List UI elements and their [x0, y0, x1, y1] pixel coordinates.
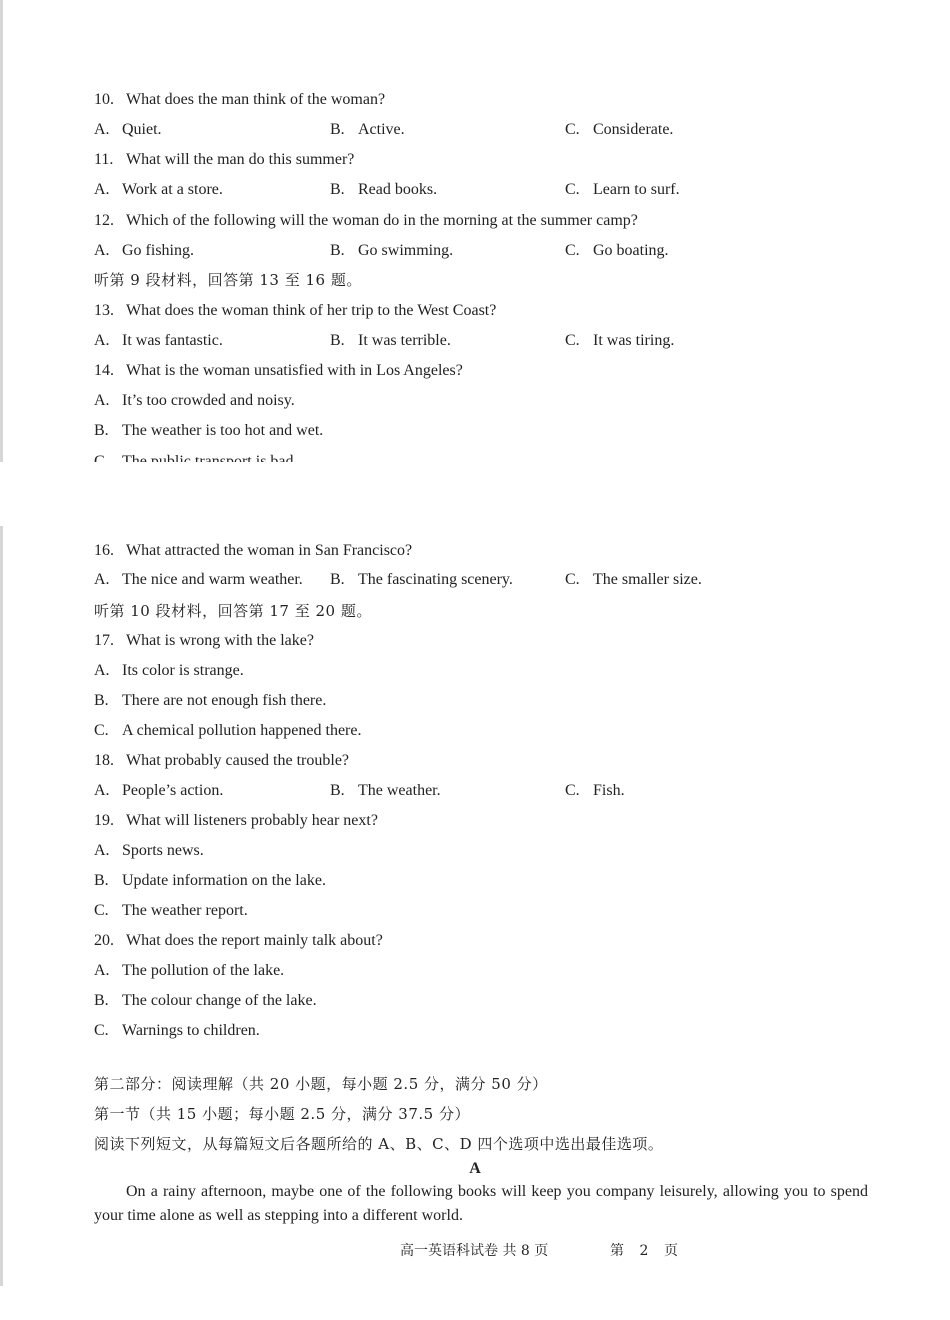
q14-option-a: A. It’s too crowded and noisy.	[94, 392, 295, 409]
q12-option-a: A. Go fishing.	[94, 242, 194, 259]
question-19: 19. What will listeners probably hear next?	[94, 812, 378, 829]
q19-option-a: A. Sports news.	[94, 842, 204, 859]
page-edge-top	[0, 0, 3, 462]
question-13: 13. What does the woman think of her trip to the West Coast?	[94, 302, 497, 319]
q19-option-b: B. Update information on the lake.	[94, 872, 326, 889]
q11-option-b: B. Read books.	[330, 181, 438, 198]
question-20: 20. What does the report mainly talk about?	[94, 932, 383, 949]
q12-option-c: C. Go boating.	[565, 242, 669, 259]
section-1-heading: 第一节（共 15 小题；每小题 2.5 分，满分 37.5 分）	[94, 1105, 470, 1123]
question-18: 18. What probably caused the trouble?	[94, 752, 350, 769]
passage-label: A	[469, 1160, 481, 1177]
page-gap	[0, 462, 950, 526]
q17-option-a: A. Its color is strange.	[94, 662, 244, 679]
section-9-instruction: 听第 9 段材料，回答第 13 至 16 题。	[94, 271, 362, 289]
part-2-heading: 第二部分：阅读理解（共 20 小题，每小题 2.5 分，满分 50 分）	[94, 1075, 548, 1093]
q11-option-c: C. Learn to surf.	[565, 181, 680, 198]
q20-option-b: B. The colour change of the lake.	[94, 992, 317, 1009]
q20-option-a: A. The pollution of the lake.	[94, 962, 285, 979]
q16-option-c: C. The smaller size.	[565, 571, 702, 588]
question-10: 10. What does the man think of the woman?	[94, 91, 386, 108]
passage-paragraph: On a rainy afternoon, maybe one of the following books will keep you company leisurely, allowing you to spend your time alone as well as stepping into a different world.	[94, 1183, 868, 1224]
section-10-instruction: 听第 10 段材料，回答第 17 至 20 题。	[94, 602, 372, 620]
q13-option-b: B. It was terrible.	[330, 332, 451, 349]
question-16: 16. What attracted the woman in San Francisco?	[94, 542, 413, 559]
q13-option-c: C. It was tiring.	[565, 332, 675, 349]
q14-option-b: B. The weather is too hot and wet.	[94, 422, 324, 439]
q10-option-c: C. Considerate.	[565, 121, 674, 138]
q20-option-c: C. Warnings to children.	[94, 1022, 260, 1039]
q17-option-b: B. There are not enough fish there.	[94, 692, 327, 709]
question-12: 12. Which of the following will the woman do in the morning at the summer camp?	[94, 212, 638, 229]
footer-exam-title: 高一英语科试卷 共 8 页	[400, 1243, 549, 1259]
q10-option-b: B. Active.	[330, 121, 405, 138]
question-11: 11. What will the man do this summer?	[94, 151, 355, 168]
footer-page-number: 第 2 页	[610, 1243, 678, 1259]
q12-option-b: B. Go swimming.	[330, 242, 454, 259]
q16-option-a: A. The nice and warm weather.	[94, 571, 303, 588]
q18-option-c: C. Fish.	[565, 782, 625, 799]
q18-option-b: B. The weather.	[330, 782, 441, 799]
question-17: 17. What is wrong with the lake?	[94, 632, 314, 649]
q18-option-a: A. People’s action.	[94, 782, 224, 799]
q16-option-b: B. The fascinating scenery.	[330, 571, 513, 588]
q11-option-a: A. Work at a store.	[94, 181, 223, 198]
q10-option-a: A. Quiet.	[94, 121, 162, 138]
q13-option-a: A. It was fantastic.	[94, 332, 223, 349]
q19-option-c: C. The weather report.	[94, 902, 248, 919]
question-14: 14. What is the woman unsatisfied with in Los Angeles?	[94, 362, 463, 379]
q17-option-c: C. A chemical pollution happened there.	[94, 722, 362, 739]
q14-option-c-cut-off	[94, 452, 494, 461]
reading-instruction: 阅读下列短文，从每篇短文后各题所给的 A、B、C、D 四个选项中选出最佳选项。	[94, 1135, 664, 1153]
